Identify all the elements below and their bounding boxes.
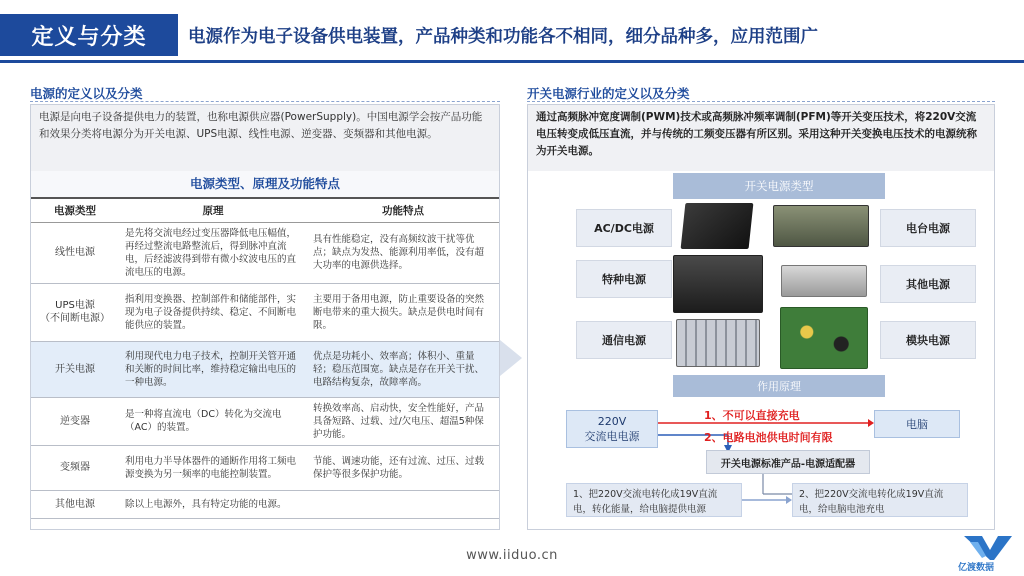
feature-cell: 转换效率高、启动快，安全性能好，产品具备短路、过载、过/欠电压、超温5种保护功能。 xyxy=(307,397,499,445)
table-row xyxy=(31,283,499,341)
column-header: 功能特点 xyxy=(307,198,499,222)
table-row xyxy=(31,445,499,490)
table-header-row xyxy=(31,198,499,222)
other-power-image xyxy=(781,265,867,297)
principle-cell: 指利用变换器、控制部件和储能部件，实现为电子设备提供持续、稳定、不间断电能供应的装置。 xyxy=(119,283,307,341)
table-row xyxy=(31,397,499,445)
computer-box: 电脑 xyxy=(874,410,960,438)
power-type-cell: UPS电源 （不间断电源） xyxy=(31,283,119,341)
column-header: 原理 xyxy=(119,198,307,222)
type-telecom: 通信电源 xyxy=(576,321,672,359)
adapter-box: 开关电源标准产品-电源适配器 xyxy=(706,450,870,474)
table-caption: 电源类型、原理及功能特点 xyxy=(31,171,499,197)
principle-cell: 除以上电源外，具有特定功能的电源。 xyxy=(119,490,307,518)
power-type-cell: 开关电源 xyxy=(31,341,119,397)
ac-source-box: 220V 交流电电源 xyxy=(566,410,658,448)
right-arrow-icon xyxy=(500,340,522,376)
power-type-cell: 其他电源 xyxy=(31,490,119,518)
right-section-title: 开关电源行业的定义以及分类 xyxy=(527,86,690,101)
principle-cell: 利用电力半导体器件的通断作用将工频电源变换为另一频率的电能控制装置。 xyxy=(119,445,307,490)
red-note-2: 2、电路电池供电时间有限 xyxy=(704,431,833,444)
switching-power-panel xyxy=(527,104,995,530)
power-definition-panel xyxy=(30,104,500,530)
type-radio: 电台电源 xyxy=(880,209,976,247)
types-title: 开关电源类型 xyxy=(673,173,885,199)
feature-cell xyxy=(307,490,499,518)
radio-power-image xyxy=(773,205,869,247)
power-type-cell: 线性电源 xyxy=(31,222,119,283)
header-tag: 定义与分类 xyxy=(0,14,178,56)
red-note-1: 1、不可以直接充电 xyxy=(704,409,800,422)
feature-cell: 具有性能稳定，没有高频纹波干扰等优点；缺点为发热、能源利用率低，没有超大功率的电源供选择。 xyxy=(307,222,499,283)
right-section-rule xyxy=(527,101,995,102)
module-power-image xyxy=(780,307,868,369)
table-row xyxy=(31,490,499,518)
power-type-cell: 逆变器 xyxy=(31,397,119,445)
note-power-supply: 1、把220V交流电转化成19V直流电，转化能量，给电脑提供电源 xyxy=(566,483,742,517)
note-arrow-head xyxy=(786,496,792,504)
telecom-power-image xyxy=(676,319,760,367)
note-arrow xyxy=(742,493,792,507)
header-title: 电源作为电子设备供电装置，产品种类和功能各不相同，细分品种多，应用范围广 xyxy=(188,26,818,47)
note-battery-charge: 2、把220V交流电转化成19V直流电，给电脑电池充电 xyxy=(792,483,968,517)
principle-cell: 是先将交流电经过变压器降低电压幅值，再经过整流电路整流后，得到脉冲直流电，后经滤波得到带有微小纹波电压的直流电压的电源。 xyxy=(119,222,307,283)
table-row-highlighted xyxy=(31,341,499,397)
feature-cell: 节能、调速功能，还有过流、过压、过载保护等很多保护功能。 xyxy=(307,445,499,490)
feature-cell: 优点是功耗小、效率高；体积小、重量轻；稳压范围宽。缺点是存在开关干扰、电路结构复杂，故障率高。 xyxy=(307,341,499,397)
type-other: 其他电源 xyxy=(880,265,976,303)
left-section-rule xyxy=(30,101,500,102)
special-power-image xyxy=(673,255,763,313)
type-ac-dc: AC/DC电源 xyxy=(576,209,672,247)
principle-title: 作用原理 xyxy=(673,375,885,397)
power-type-cell: 变频器 xyxy=(31,445,119,490)
feature-cell: 主要用于备用电源，防止重要设备的突然断电带来的重大损失。缺点是供电时间有限。 xyxy=(307,283,499,341)
power-definition-text: 电源是向电子设备提供电力的装置，也称电源供应器(PowerSupply)。中国电源学会按产品功能和效果分类将电源分为开关电源、UPS电源、线性电源、逆变器、变频器和其他电源。 xyxy=(31,105,499,171)
left-section-title: 电源的定义以及分类 xyxy=(30,86,143,101)
type-module: 模块电源 xyxy=(880,321,976,359)
logo-text: 亿渡数据 xyxy=(958,563,995,573)
principle-cell: 是一种将直流电（DC）转化为交流电（AC）的装置。 xyxy=(119,397,307,445)
table-row xyxy=(31,222,499,283)
type-special: 特种电源 xyxy=(576,260,672,298)
column-header: 电源类型 xyxy=(31,198,119,222)
power-type-table xyxy=(31,197,499,519)
header-rule xyxy=(0,60,1024,63)
principle-cell: 利用现代电力电子技术，控制开关管开通和关断的时间比率，维持稳定输出电压的一种电源。 xyxy=(119,341,307,397)
ac-dc-module-image xyxy=(681,203,754,249)
red-arrow-head xyxy=(868,419,874,427)
footer-url: www.iiduo.cn xyxy=(466,548,558,563)
logo-mark xyxy=(964,536,1012,560)
switching-power-definition: 通过高频脉冲宽度调制(PWM)技术或高频脉冲频率调制(PFM)等开关变压技术，将220V交流电压转变成低压直流，并与传统的工频变压器有所区别。采用这种开关变换电压技术的电源统称为开关电源。 xyxy=(528,105,994,171)
